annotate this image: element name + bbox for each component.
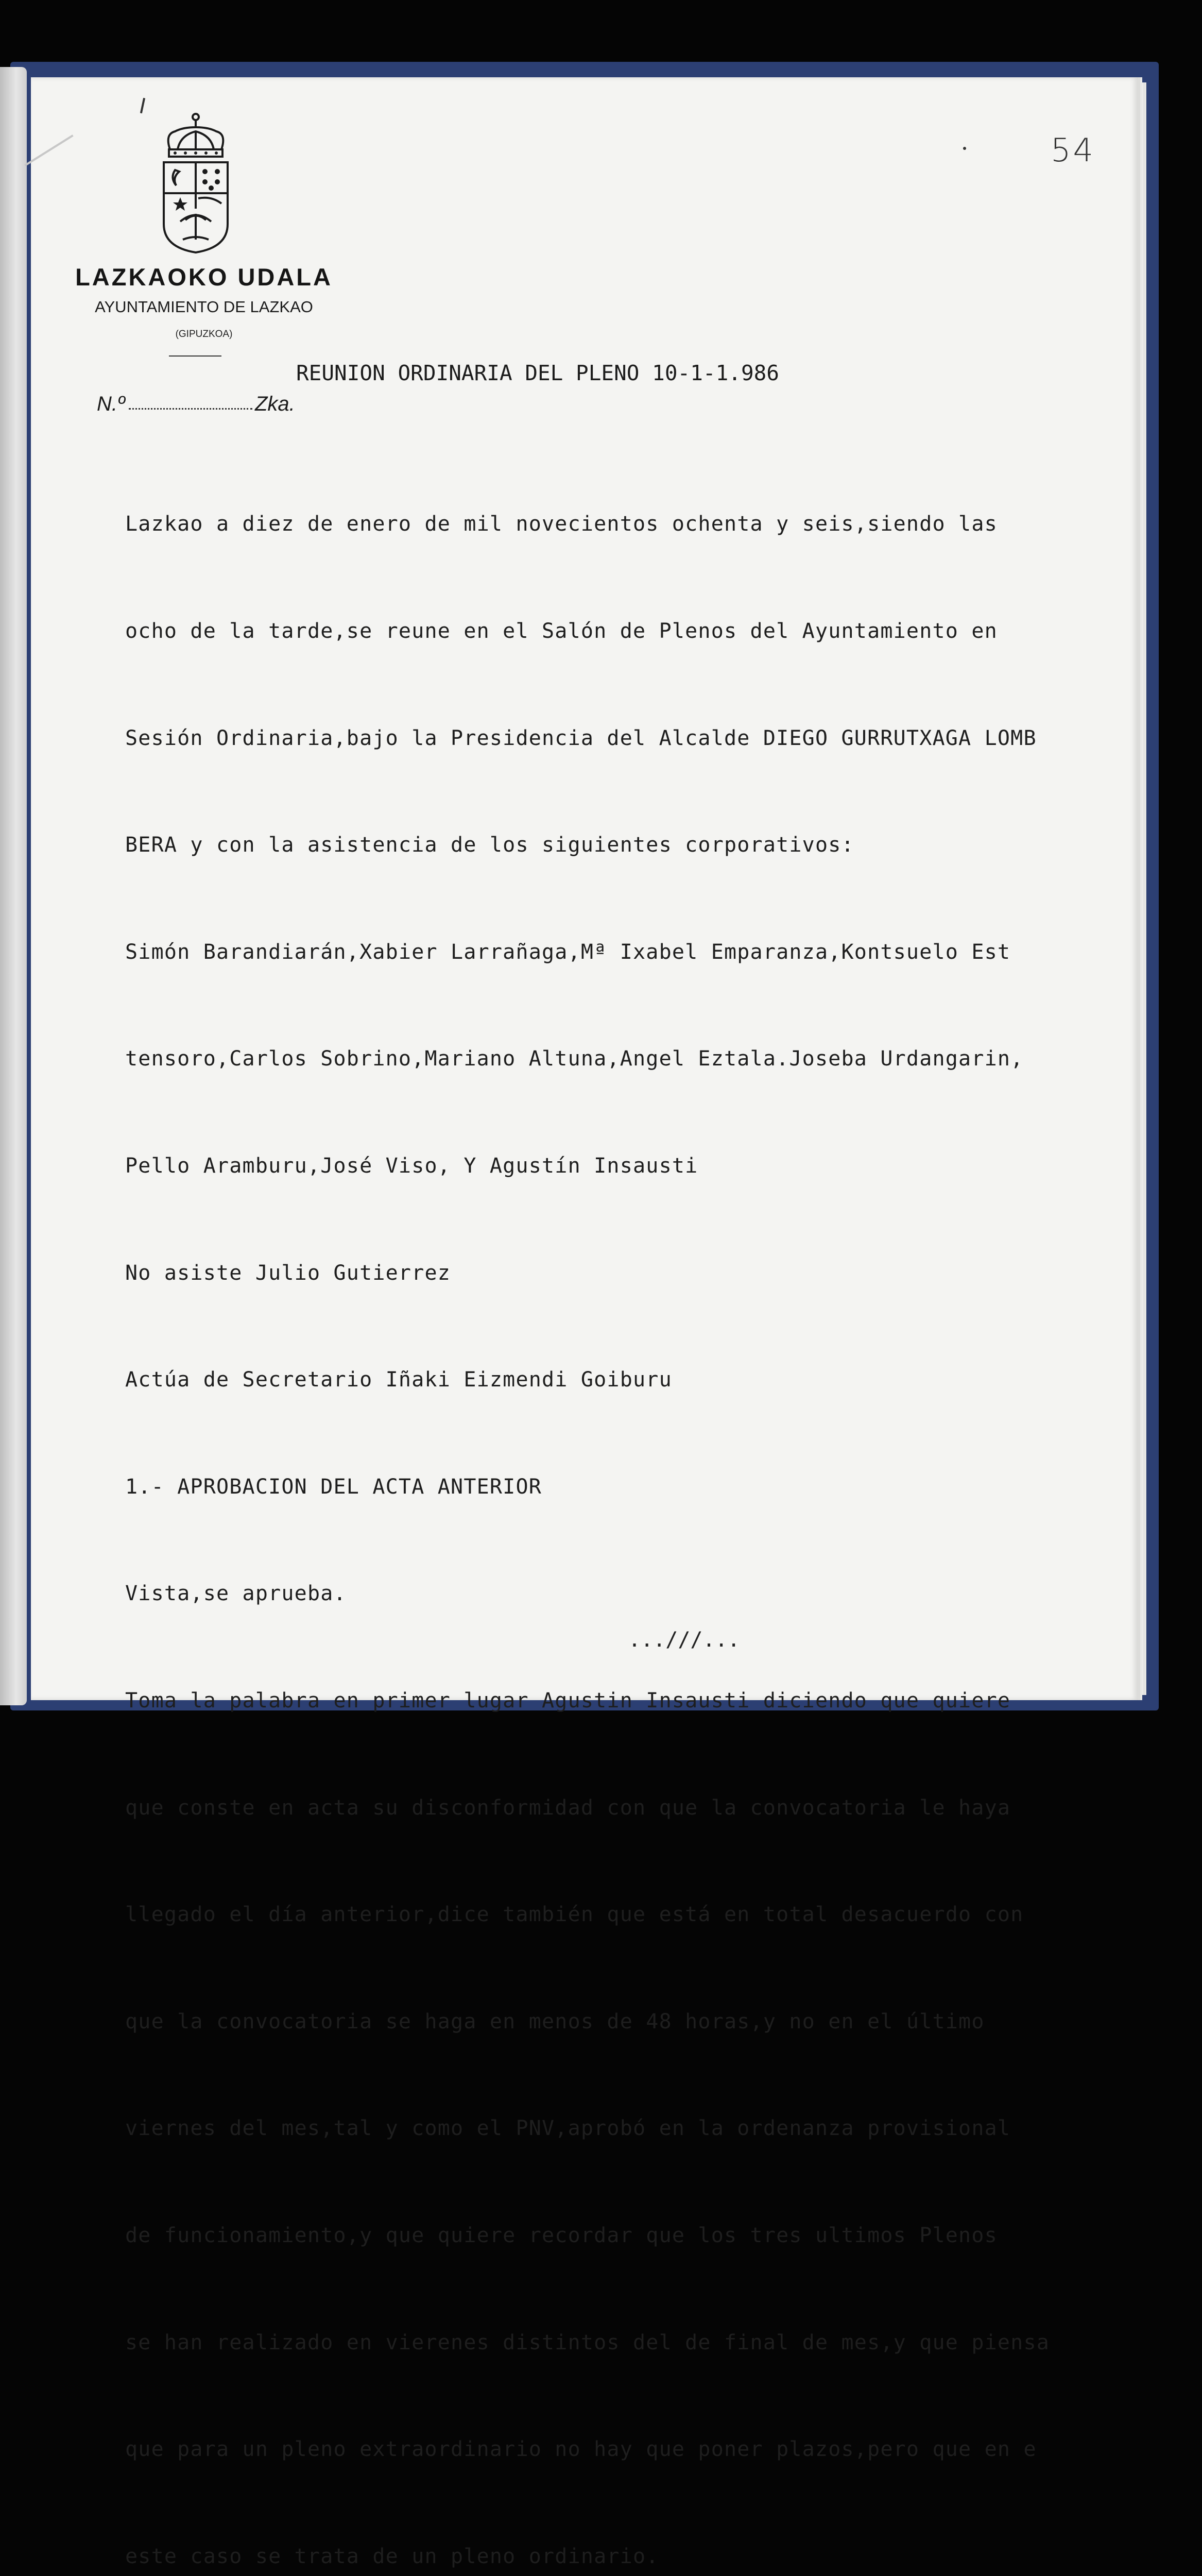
reference-suffix: Zka. — [255, 393, 295, 415]
facing-page-edge — [0, 67, 27, 1705]
reference-dotted-line — [129, 408, 252, 410]
continuation-mark: ...///... — [628, 1628, 740, 1652]
letterhead-divider — [169, 355, 221, 357]
body-line: No asiste Julio Gutierrez — [125, 1261, 451, 1285]
body-line: Simón Barandiarán,Xabier Larrañaga,Mª Ixabel Emparanza,Kontsuelo Est — [125, 940, 1011, 964]
body-line: Pello Aramburu,José Viso, Y Agustín Insausti — [125, 1154, 698, 1178]
body-line: Vista,se aprueba. — [125, 1582, 347, 1606]
minutes-body — [125, 435, 1135, 2576]
page-dot — [963, 147, 966, 150]
body-line: que la convocatoria se haga en menos de 48 horas,y no en el último — [125, 2009, 985, 2033]
body-line: Lazkao a diez de enero de mil novecientos ochenta y seis,siendo las — [125, 512, 998, 536]
body-line: este caso se trata de un pleno ordinario. — [125, 2544, 659, 2568]
body-line: que conste en acta su disconformidad con que la convocatoria le haya — [125, 1795, 1011, 1820]
coat-of-arms-icon — [160, 111, 232, 255]
body-line: llegado el día anterior,dice también que está en total desacuerdo con — [125, 1903, 1024, 1927]
organization-subtitle: AYUNTAMIENTO DE LAZKAO — [95, 298, 313, 316]
reference-number-label: N.º — [97, 393, 125, 415]
page-number: 54 — [1051, 131, 1095, 169]
body-line: que para un pleno extraordinario no hay que poner plazos,pero que en e — [125, 2437, 1037, 2462]
body-line: de funcionamiento,y que quiere recordar que los tres ultimos Plenos — [125, 2223, 998, 2247]
body-line: viernes del mes,tal y como el PNV,aprobó en la ordenanza provisional — [125, 2116, 1011, 2141]
body-line: Sesión Ordinaria,bajo la Presidencia del Alcalde DIEGO GURRUTXAGA LOMB — [125, 726, 1037, 750]
body-line: Actúa de Secretario Iñaki Eizmendi Goiburu — [125, 1368, 672, 1392]
organization-name: LAZKAOKO UDALA — [75, 263, 333, 291]
body-line: tensoro,Carlos Sobrino,Mariano Altuna,Angel Eztala.Joseba Urdangarin, — [125, 1047, 1024, 1071]
section-heading: 1.- APROBACION DEL ACTA ANTERIOR — [125, 1475, 542, 1499]
body-line: ocho de la tarde,se reune en el Salón de Plenos del Ayuntamiento en — [125, 619, 998, 643]
document-title: REUNION ORDINARIA DEL PLENO 10-1-1.986 — [296, 361, 779, 385]
body-line: BERA y con la asistencia de los siguientes corporativos: — [125, 833, 854, 857]
body-line: se han realizado en vierenes distintos del de final de mes,y que piensa — [125, 2330, 1050, 2354]
body-line: Toma la palabra en primer lugar Agustin Insausti diciendo que quiere — [125, 1688, 1011, 1713]
page-stack-edge — [1138, 82, 1146, 1695]
organization-region: (GIPUZKOA) — [175, 329, 233, 340]
